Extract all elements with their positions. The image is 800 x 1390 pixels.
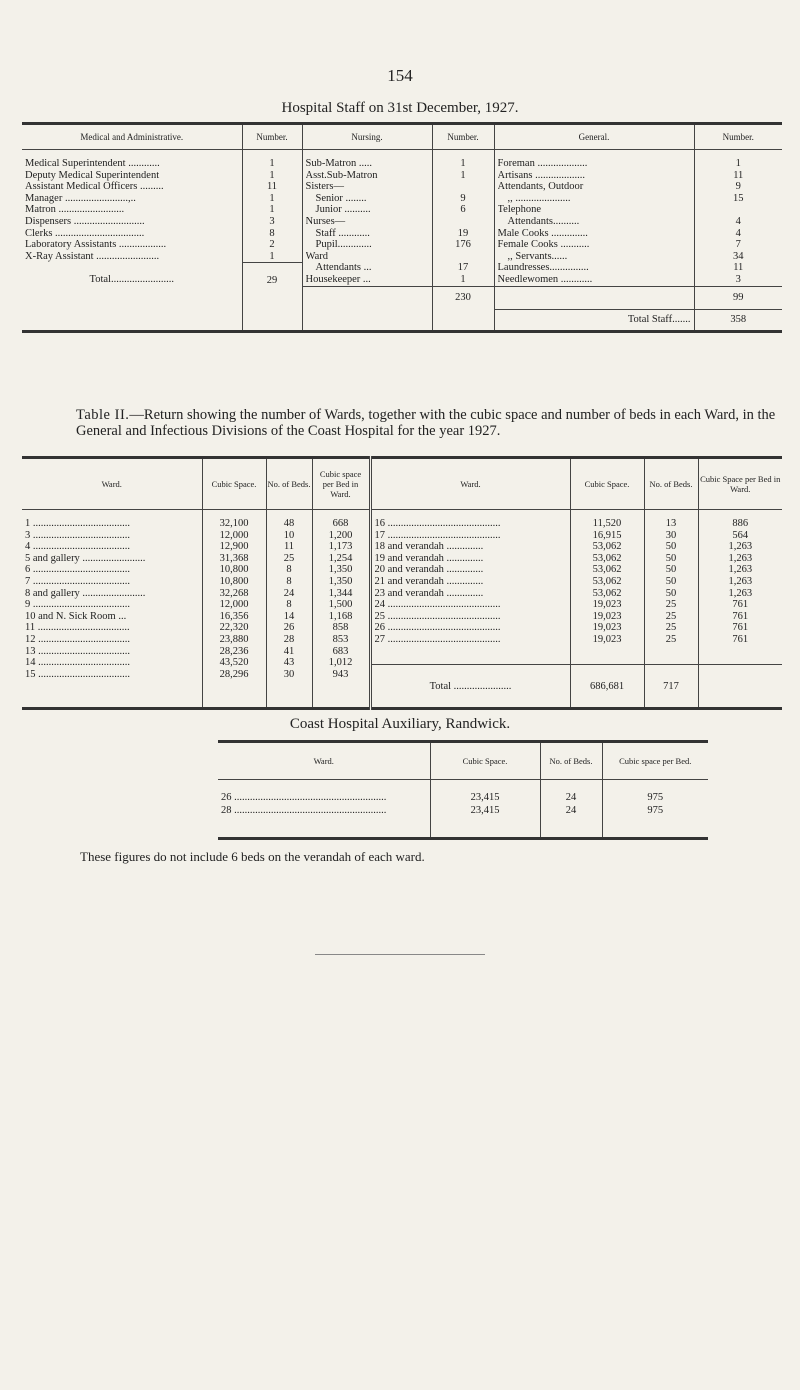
table-cell: 761 (732, 633, 749, 645)
list-item: Sub-Matron ..... (305, 158, 372, 169)
table-cell: 31,368 (219, 552, 249, 564)
table-cell: 23,415 (470, 792, 500, 803)
table-cell: 943 (332, 668, 349, 680)
header-space-per-bed: Cubic Space per Bed in Ward. (698, 458, 782, 510)
list-item: Ward (305, 250, 328, 262)
list-item: Medical Superintendent ............ (25, 158, 160, 169)
header-ward: Ward. (22, 458, 202, 510)
list-item: Nurses— (305, 215, 346, 227)
list-item: Manager ........................,.. (25, 192, 136, 204)
list-item (436, 216, 491, 228)
list-item: Foreman ................... (497, 158, 588, 169)
table-cell: 975 (647, 804, 664, 816)
nursing-labels (302, 150, 432, 287)
table-cell: 1,263 (728, 541, 753, 553)
list-item: 176 (455, 239, 471, 251)
list-item: 34 (733, 250, 744, 262)
list-item: 1 (269, 250, 275, 262)
divider (315, 954, 485, 955)
list-item: Artisans ................... (497, 169, 585, 181)
table-row: 24 ........................................... (374, 599, 501, 611)
table-row: 27 ........................................... (374, 633, 501, 645)
table-cell: 12,900 (219, 541, 249, 553)
list-item: 4 (735, 215, 741, 227)
list-item: Sisters— (305, 181, 345, 193)
general-labels (494, 150, 694, 287)
table-row: 18 and verandah .............. (374, 541, 484, 553)
table-cell: 24 (283, 587, 295, 599)
table-row: 25 ........................................... (374, 610, 501, 622)
header-number: Number. (242, 124, 302, 150)
table-cell: 12,000 (219, 599, 249, 611)
table-cell: 10,800 (219, 575, 249, 587)
list-item: 1 (269, 204, 275, 216)
list-item: 7 (735, 239, 741, 251)
table-row: 7 ..................................... (25, 575, 130, 587)
table-cell: 8 (286, 564, 292, 576)
list-item: Attendants, Outdoor (497, 181, 584, 193)
table-cell: 8 (286, 599, 292, 611)
list-item: 17 (457, 262, 469, 274)
list-item: Matron ......................... (25, 204, 125, 216)
table-two-label: Table II. (76, 407, 130, 423)
right-ward-column (370, 510, 570, 665)
table-cell: 564 (732, 529, 749, 541)
table-cell: 50 (665, 541, 677, 553)
list-item: 19 (457, 227, 469, 239)
table-two-description: —Return showing the number of Wards, together with the cubic space and number of beds in each Ward, in the General and Infectious Divisions of the Coast Hospital for the year 1927. (76, 407, 776, 439)
header-cubic-space: Cubic Space. (570, 458, 644, 510)
list-item: Attendants ... (315, 262, 372, 274)
table-cell: 22,320 (219, 622, 249, 634)
list-item: Clerks .................................. (25, 227, 145, 239)
table-cell: 975 (647, 792, 664, 803)
list-item: 4 (735, 227, 741, 239)
list-item: 1 (460, 158, 466, 169)
table-cell: 10,800 (219, 564, 249, 576)
table-row: 26 ........................................... (374, 622, 501, 634)
table-cell: 886 (732, 518, 749, 529)
table-cell: 53,062 (592, 575, 622, 587)
table-row: 1 ..................................... (25, 518, 130, 529)
table-cell: 30 (665, 529, 677, 541)
table-cell: 19,023 (592, 599, 622, 611)
table-row: 28 .......................................................... (221, 804, 387, 816)
table-cell: 11 (283, 541, 295, 553)
table-cell: 12,000 (219, 529, 249, 541)
list-item: 3 (269, 215, 275, 227)
list-item: 1 (269, 192, 275, 204)
header-beds: No. of Beds. (644, 458, 698, 510)
table-cell: 1,263 (728, 575, 753, 587)
wards-total-beds: 717 (644, 665, 698, 709)
left-ward-column (22, 510, 202, 709)
table-cell: 26 (283, 622, 295, 634)
right-per-bed-column (698, 510, 782, 665)
medical-labels (22, 150, 242, 310)
table-cell: 1,012 (328, 657, 353, 669)
table-cell: 16,356 (219, 610, 249, 622)
list-item: Dispensers ........................... (25, 215, 145, 227)
medical-total-label: Total........................ (89, 273, 174, 285)
table-cell: 53,062 (592, 587, 622, 599)
table-cell: 25 (283, 552, 295, 564)
table-cell: 28 (283, 633, 295, 645)
general-total: 99 (694, 286, 782, 309)
table-cell: 858 (332, 622, 349, 634)
table-cell: 28,296 (219, 668, 249, 680)
table-cell: 43 (283, 657, 295, 669)
list-item: 1 (269, 169, 275, 181)
table-row: 10 and N. Sick Room ... (25, 610, 127, 622)
table-cell: 1,254 (328, 552, 353, 564)
list-item: 8 (269, 227, 275, 239)
list-item: X-Ray Assistant ........................ (25, 250, 160, 262)
auxiliary-title: Coast Hospital Auxiliary, Randwick. (289, 716, 511, 732)
table-cell: 53,062 (592, 541, 622, 553)
table-cell: 1,263 (728, 564, 753, 576)
nursing-numbers (432, 150, 494, 287)
table-row: 4 ..................................... (25, 541, 130, 553)
aux-ward-column (218, 780, 430, 839)
left-beds-column (266, 510, 312, 709)
table-cell: 668 (332, 518, 349, 529)
header-space-per-bed: Cubic space per Bed in Ward. (312, 458, 370, 510)
table-cell: 24 (565, 804, 577, 816)
aux-per-bed-column (602, 780, 708, 839)
list-item: 15 (733, 192, 744, 204)
list-item: Senior ........ (315, 192, 367, 204)
header-number: Number. (432, 124, 494, 150)
table-cell: 28,236 (219, 645, 249, 657)
header-beds: No. of Beds. (266, 458, 312, 510)
table-row: 15 ................................... (25, 668, 130, 680)
table-row: 11 ................................... (25, 622, 130, 634)
table-row: 26 .......................................................... (221, 792, 387, 803)
table-cell: 48 (283, 518, 295, 529)
table-row: 23 and verandah .............. (374, 587, 484, 599)
table-cell: 16,915 (592, 529, 622, 541)
list-item: Junior .......... (315, 204, 371, 216)
table-two-title (76, 407, 776, 439)
general-numbers (694, 150, 782, 287)
page-number: 154 (387, 66, 413, 85)
table-cell: 23,880 (219, 633, 249, 645)
list-item: 1 (269, 158, 275, 169)
staff-table-title: Hospital Staff on 31st December, 1927. (281, 100, 519, 116)
list-item: Laundresses............... (497, 262, 589, 274)
header-ward: Ward. (218, 742, 430, 780)
list-item: Telephone (497, 204, 542, 216)
left-per-bed-column (312, 510, 370, 709)
header-medical: Medical and Administrative. (22, 124, 242, 150)
list-item: 11 (266, 181, 278, 193)
list-item: Housekeeper ... (305, 273, 371, 285)
table-cell: 761 (732, 599, 749, 611)
table-cell: 25 (665, 633, 677, 645)
auxiliary-table (218, 740, 708, 840)
table-row: 17 ........................................... (374, 529, 501, 541)
medical-numbers (242, 150, 302, 310)
table-cell: 11,520 (592, 518, 622, 529)
table-cell: 14 (283, 610, 295, 622)
staff-table (22, 122, 782, 333)
table-cell: 30 (283, 668, 295, 680)
table-row: 19 and verandah .............. (374, 552, 484, 564)
list-item: Staff ............ (315, 227, 370, 239)
table-cell: 25 (665, 599, 677, 611)
table-cell: 1,168 (328, 610, 353, 622)
table-cell: 1,263 (728, 587, 753, 599)
header-beds: No. of Beds. (540, 742, 602, 780)
table-cell: 8 (286, 575, 292, 587)
list-item: Deputy Medical Superintendent (25, 169, 160, 181)
list-item: Attendants.......... (507, 215, 580, 227)
table-row: 5 and gallery ........................ (25, 552, 146, 564)
table-row: 6 ..................................... (25, 564, 130, 576)
table-cell: 25 (665, 622, 677, 634)
list-item: Laboratory Assistants .................. (25, 239, 167, 251)
header-cubic-space: Cubic Space. (202, 458, 266, 510)
table-cell: 1,500 (328, 599, 353, 611)
table-cell: 50 (665, 564, 677, 576)
header-cubic-space: Cubic Space. (430, 742, 540, 780)
table-cell: 50 (665, 587, 677, 599)
table-cell: 19,023 (592, 622, 622, 634)
wards-total-cubic: 686,681 (570, 665, 644, 709)
footnote: These figures do not include 6 beds on the verandah of each ward. (80, 849, 425, 864)
table-cell: 1,173 (328, 541, 353, 553)
table-cell: 683 (332, 645, 349, 657)
list-item: 1 (460, 273, 466, 285)
table-cell: 53,062 (592, 564, 622, 576)
table-cell: 50 (665, 552, 677, 564)
total-staff: 358 (694, 309, 782, 331)
table-row: 20 and verandah .............. (374, 564, 484, 576)
table-row: 13 ................................... (25, 645, 130, 657)
list-item: Pupil............. (315, 239, 372, 251)
table-row: 8 and gallery ........................ (25, 587, 146, 599)
header-general: General. (494, 124, 694, 150)
table-cell: 1,263 (728, 552, 753, 564)
table-cell: 19,023 (592, 610, 622, 622)
table-cell: 41 (283, 645, 295, 657)
header-ward: Ward. (370, 458, 570, 510)
table-cell: 1,350 (328, 575, 353, 587)
nursing-total: 230 (432, 286, 494, 309)
right-beds-column (644, 510, 698, 665)
total-staff-label: Total Staff....... (494, 309, 694, 331)
list-item: 6 (460, 204, 466, 216)
list-item: 1 (460, 169, 466, 181)
aux-cubic-column (430, 780, 540, 839)
list-item: 9 (460, 192, 466, 204)
table-cell: 53,062 (592, 552, 622, 564)
table-cell: 43,520 (219, 657, 249, 669)
left-cubic-column (202, 510, 266, 709)
aux-beds-column (540, 780, 602, 839)
list-item: Assistant Medical Officers ......... (25, 181, 164, 193)
table-row: 3 ..................................... (25, 529, 130, 541)
list-item: ,, ..................... (507, 192, 571, 204)
table-cell: 761 (732, 610, 749, 622)
list-item: Needlewomen ............ (497, 273, 593, 285)
table-row: 12 ................................... (25, 633, 130, 645)
table-cell: 1,350 (328, 564, 353, 576)
table-row: 16 ........................................... (374, 518, 501, 529)
wards-total-label: Total ...................... (370, 665, 570, 709)
list-item: ,, Servants...... (507, 250, 568, 262)
list-item: 2 (269, 239, 275, 251)
table-cell: 19,023 (592, 633, 622, 645)
list-item (436, 181, 491, 193)
list-item: 1 (735, 158, 741, 169)
table-cell: 32,268 (219, 587, 249, 599)
list-item: 11 (733, 169, 744, 181)
wards-table (22, 456, 782, 710)
list-item: 11 (733, 262, 744, 274)
table-cell: 761 (732, 622, 749, 634)
table-cell: 50 (665, 575, 677, 587)
table-cell: 1,200 (328, 529, 353, 541)
table-cell: 1,344 (328, 587, 353, 599)
list-item: 3 (735, 273, 741, 285)
table-row: 9 ..................................... (25, 599, 130, 611)
right-cubic-column (570, 510, 644, 665)
header-nursing: Nursing. (302, 124, 432, 150)
medical-total: 29 (266, 274, 278, 286)
list-item: Asst.Sub-Matron (305, 169, 378, 181)
header-space-per-bed: Cubic space per Bed. (602, 742, 708, 780)
table-row: 14 ................................... (25, 657, 130, 669)
list-item: 9 (735, 181, 741, 193)
list-item: Male Cooks .............. (497, 227, 588, 239)
table-row: 21 and verandah .............. (374, 575, 484, 587)
list-item (436, 251, 491, 263)
table-cell: 853 (332, 633, 349, 645)
header-number: Number. (694, 124, 782, 150)
table-cell: 13 (665, 518, 677, 529)
table-cell: 24 (565, 792, 577, 803)
table-cell: 10 (283, 529, 295, 541)
table-cell: 32,100 (219, 518, 249, 529)
table-cell: 23,415 (470, 804, 500, 816)
list-item (698, 204, 780, 216)
table-cell: 25 (665, 610, 677, 622)
list-item: Female Cooks ........... (497, 239, 590, 251)
